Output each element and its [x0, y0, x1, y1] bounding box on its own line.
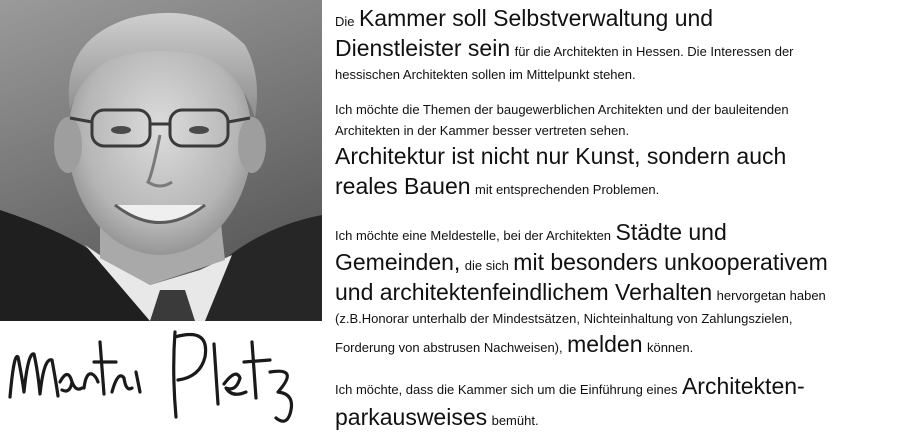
statement-3-examples-cont: Forderung von abstrusen Nachweisen), — [335, 339, 563, 355]
statement-3-tail: können. — [646, 339, 694, 355]
portrait-illustration — [0, 0, 322, 321]
statement-4-tail: bemüht. — [491, 412, 539, 428]
portrait-photo — [0, 0, 322, 321]
statement-3-emphasis: Städte und — [615, 218, 727, 245]
statement-2-emphasis-cont: reales Bauen — [335, 173, 471, 200]
statement-3-emphasis-4: und architektenfeindlichem Verhalten — [335, 279, 713, 306]
statement-3-connector: die sich — [464, 258, 509, 274]
statement-2 — [335, 99, 895, 202]
statement-1-body: für die Architekten in Hessen. Die Interessen der — [514, 44, 794, 60]
statement-2-emphasis: Architektur ist nicht nur Kunst, sondern auch — [335, 143, 787, 170]
statement-text — [335, 3, 895, 432]
statement-1-emphasis-cont: Dienstleister sein — [335, 35, 511, 62]
statement-2-body-cont: Architekten in der Kammer besser vertreten sehen. — [335, 122, 630, 138]
signature-graphic — [0, 322, 322, 429]
statement-1-emphasis: Kammer soll Selbstverwaltung und — [358, 5, 714, 31]
statement-1 — [335, 3, 895, 85]
statement-3-emphasis-2: Gemeinden, — [335, 249, 461, 276]
statement-1-body-cont: hessischen Architekten sollen im Mittelpunkt stehen. — [335, 66, 636, 82]
statement-4 — [335, 371, 895, 432]
statement-4-emphasis: Architekten- — [681, 373, 805, 400]
statement-3-emphasis-5: melden — [567, 330, 643, 357]
statement-3-emphasis-3: mit besonders unkooperativem — [513, 249, 828, 276]
signature — [0, 322, 322, 429]
statement-4-emphasis-cont: parkausweises — [335, 403, 488, 430]
statement-2-body: Ich möchte die Themen der baugewerblichen Architekten und der bauleitenden — [335, 101, 789, 117]
statement-3-intro: Ich möchte eine Meldestelle, bei der Architekten — [335, 227, 612, 243]
statement-2-tail: mit entsprechenden Problemen. — [475, 182, 660, 198]
statement-3-examples: (z.B.Honorar unterhalb der Mindestsätzen, Nichteinhaltung von Zahlungszielen, — [335, 310, 793, 326]
statement-1-intro: Die — [335, 14, 355, 29]
statement-3-body: hervorgetan haben — [716, 288, 826, 304]
statement-4-intro: Ich möchte, dass die Kammer sich um die Einführung eines — [335, 382, 678, 398]
statement-3 — [335, 217, 895, 360]
